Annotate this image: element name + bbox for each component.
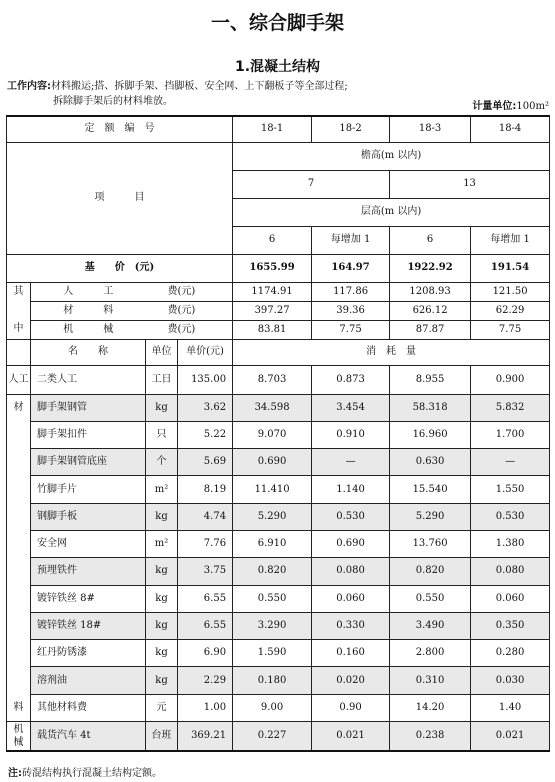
materials-price: 3.75 (178, 558, 233, 585)
materials-unit: 只 (146, 421, 178, 448)
materials-category (7, 585, 31, 612)
quota-code: 18-2 (312, 116, 390, 142)
quota-code: 18-3 (390, 116, 471, 142)
materials-value: 0.330 (312, 612, 390, 639)
quota-table (6, 115, 550, 752)
base-price-value: 1922.92 (390, 254, 471, 282)
materials-value: 0.180 (233, 667, 312, 694)
breakdown-unit: (元) (178, 282, 233, 301)
machinery-category (7, 722, 31, 751)
breakdown-side-label (7, 301, 31, 320)
breakdown-value: 121.50 (471, 282, 550, 301)
materials-value: 0.060 (471, 585, 550, 612)
materials-category (7, 558, 31, 585)
materials-value: 0.550 (390, 585, 471, 612)
materials-price: 6.55 (178, 612, 233, 639)
materials-unit: m² (146, 530, 178, 557)
materials-value: 3.454 (312, 394, 390, 421)
section-title: 一、综合脚手架 (210, 12, 344, 34)
machinery-category-top: 机 (13, 723, 24, 735)
materials-row (7, 530, 550, 557)
breakdown-value: 62.29 (471, 301, 550, 320)
breakdown-value: 7.75 (312, 320, 390, 339)
base-price-value: 191.54 (471, 254, 550, 282)
breakdown-value: 39.36 (312, 301, 390, 320)
measure-unit-value: 100m² (516, 101, 549, 112)
materials-value: 0.020 (312, 667, 390, 694)
materials-row (7, 421, 550, 448)
materials-category (7, 640, 31, 667)
materials-value: 58.318 (390, 394, 471, 421)
breakdown-unit: (元) (178, 320, 233, 339)
materials-value: 0.060 (312, 585, 390, 612)
base-price-label: 基 价 (元) (7, 254, 233, 282)
materials-value: 5.832 (471, 394, 550, 421)
subsection-title: 1.混凝土结构 (234, 59, 321, 75)
materials-category: 料 (7, 694, 31, 721)
materials-price: 6.55 (178, 585, 233, 612)
materials-value: 1.590 (233, 640, 312, 667)
quota-code: 18-4 (471, 116, 550, 142)
labor-value: 8.703 (233, 365, 312, 394)
materials-price: 2.29 (178, 667, 233, 694)
base-price-value: 1655.99 (233, 254, 312, 282)
floor-height-label: 层高(m 以内) (233, 198, 550, 226)
labor-name: 二类人工 (31, 365, 146, 394)
materials-row (7, 640, 550, 667)
materials-category (7, 667, 31, 694)
materials-value: 0.690 (233, 449, 312, 476)
breakdown-value: 117.86 (312, 282, 390, 301)
materials-value: 0.550 (233, 585, 312, 612)
materials-price: 5.69 (178, 449, 233, 476)
machinery-value: 0.021 (471, 722, 550, 751)
breakdown-value: 397.27 (233, 301, 312, 320)
materials-value: 13.760 (390, 530, 471, 557)
materials-value: 9.070 (233, 421, 312, 448)
breakdown-row (7, 301, 550, 320)
materials-unit: kg (146, 558, 178, 585)
labor-unit: 工日 (146, 365, 178, 394)
materials-unit: 元 (146, 694, 178, 721)
eave-height-value: 7 (233, 170, 390, 198)
breakdown-value: 87.87 (390, 320, 471, 339)
breakdown-name: 材 料 (31, 301, 146, 320)
materials-price: 1.00 (178, 694, 233, 721)
category-header (7, 339, 31, 365)
materials-row (7, 667, 550, 694)
materials-value: 11.410 (233, 476, 312, 503)
breakdown-name: 人 工 (31, 282, 146, 301)
materials-price: 7.76 (178, 530, 233, 557)
materials-value: 15.540 (390, 476, 471, 503)
work-content-line2: 拆除脚手架后的材料堆放。 (53, 96, 173, 107)
materials-unit: kg (146, 394, 178, 421)
materials-name: 预埋铁件 (31, 558, 146, 585)
consumption-header-label: 消 耗 量 (233, 339, 550, 365)
footnote (8, 764, 162, 779)
materials-row (7, 558, 550, 585)
materials-value: 6.910 (233, 530, 312, 557)
unit-header: 单位 (146, 339, 178, 365)
materials-unit: kg (146, 585, 178, 612)
materials-value: 0.820 (233, 558, 312, 585)
labor-row (7, 365, 550, 394)
materials-value: 0.530 (312, 503, 390, 530)
footnote-text: 砖混结构执行混凝土结构定额。 (22, 768, 162, 779)
materials-value: 2.800 (390, 640, 471, 667)
materials-name: 镀锌铁丝 8# (31, 585, 146, 612)
materials-value: 0.820 (390, 558, 471, 585)
materials-row (7, 612, 550, 639)
breakdown-row (7, 320, 550, 339)
machinery-category-bottom: 械 (13, 736, 24, 748)
machinery-value: 0.238 (390, 722, 471, 751)
price-header: 单价(元) (178, 339, 233, 365)
machinery-row (7, 722, 550, 751)
materials-name: 竹脚手片 (31, 476, 146, 503)
breakdown-name: 机 械 (31, 320, 146, 339)
materials-row (7, 585, 550, 612)
breakdown-value: 83.81 (233, 320, 312, 339)
materials-name: 钢脚手板 (31, 503, 146, 530)
materials-value: 1.40 (471, 694, 550, 721)
materials-value: 9.00 (233, 694, 312, 721)
labor-category (7, 365, 31, 394)
materials-category (7, 612, 31, 639)
floor-height-value: 每增加 1 (471, 226, 550, 254)
materials-unit: kg (146, 612, 178, 639)
labor-value: 8.955 (390, 365, 471, 394)
name-header: 名 称 (31, 339, 146, 365)
eave-height-value: 13 (390, 170, 550, 198)
breakdown-value: 1174.91 (233, 282, 312, 301)
materials-value: 0.530 (471, 503, 550, 530)
materials-value: 0.630 (390, 449, 471, 476)
breakdown-unit: (元) (178, 301, 233, 320)
labor-value: 0.900 (471, 365, 550, 394)
materials-value: 16.960 (390, 421, 471, 448)
consumption-header (7, 339, 550, 365)
labor-category-top: 人工 (8, 374, 29, 385)
base-price-value: 164.97 (312, 254, 390, 282)
materials-value: — (312, 449, 390, 476)
materials-category (7, 449, 31, 476)
breakdown-fee: 费 (146, 282, 178, 301)
labor-price: 135.00 (178, 365, 233, 394)
materials-value: 1.550 (471, 476, 550, 503)
materials-value: 3.290 (233, 612, 312, 639)
materials-unit: kg (146, 503, 178, 530)
materials-value: — (471, 449, 550, 476)
machinery-price: 369.21 (178, 722, 233, 751)
materials-value: 5.290 (390, 503, 471, 530)
materials-value: 14.20 (390, 694, 471, 721)
work-content-line1: 材料搬运;搭、拆脚手架、挡脚板、安全网、上下翻板子等全部过程; (51, 81, 348, 92)
floor-height-value: 每增加 1 (312, 226, 390, 254)
measure-unit (472, 97, 549, 112)
machinery-value: 0.021 (312, 722, 390, 751)
materials-value: 0.160 (312, 640, 390, 667)
materials-name: 红丹防锈漆 (31, 640, 146, 667)
materials-value: 0.030 (471, 667, 550, 694)
materials-unit: m² (146, 476, 178, 503)
footnote-label: 注: (8, 768, 22, 779)
materials-value: 0.690 (312, 530, 390, 557)
work-content-label: 工作内容: (7, 81, 51, 92)
materials-value: 1.700 (471, 421, 550, 448)
materials-category (7, 421, 31, 448)
breakdown-value: 626.12 (390, 301, 471, 320)
materials-name: 其他材料费 (31, 694, 146, 721)
item-label: 项 目 (7, 142, 233, 254)
machinery-unit: 台班 (146, 722, 178, 751)
materials-category: 材 (7, 394, 31, 421)
work-content (7, 79, 348, 109)
breakdown-value: 7.75 (471, 320, 550, 339)
materials-value: 1.380 (471, 530, 550, 557)
quota-number-label: 定 额 编 号 (7, 116, 233, 142)
materials-name: 脚手架扣件 (31, 421, 146, 448)
materials-unit: kg (146, 667, 178, 694)
materials-value: 1.140 (312, 476, 390, 503)
materials-name: 溶剂油 (31, 667, 146, 694)
machinery-value: 0.227 (233, 722, 312, 751)
breakdown-row (7, 282, 550, 301)
materials-name: 安全网 (31, 530, 146, 557)
materials-value: 0.90 (312, 694, 390, 721)
breakdown-side-label: 其 (7, 282, 31, 301)
eave-height-label: 檐高(m 以内) (233, 142, 550, 170)
materials-row (7, 394, 550, 421)
machinery-name: 载货汽车 4t (31, 722, 146, 751)
materials-price: 6.90 (178, 640, 233, 667)
breakdown-value: 1208.93 (390, 282, 471, 301)
floor-height-value: 6 (233, 226, 312, 254)
materials-unit: 个 (146, 449, 178, 476)
breakdown-fee: 费 (146, 301, 178, 320)
materials-row (7, 476, 550, 503)
materials-value: 34.598 (233, 394, 312, 421)
labor-value: 0.873 (312, 365, 390, 394)
materials-category (7, 503, 31, 530)
materials-row (7, 694, 550, 721)
materials-value: 0.350 (471, 612, 550, 639)
measure-unit-label: 计量单位: (472, 101, 517, 112)
materials-row (7, 449, 550, 476)
materials-unit: kg (146, 640, 178, 667)
materials-category (7, 476, 31, 503)
materials-price: 8.19 (178, 476, 233, 503)
materials-value: 0.310 (390, 667, 471, 694)
materials-price: 5.22 (178, 421, 233, 448)
materials-name: 镀锌铁丝 18# (31, 612, 146, 639)
breakdown-fee: 费 (146, 320, 178, 339)
materials-value: 0.910 (312, 421, 390, 448)
materials-value: 0.080 (312, 558, 390, 585)
materials-value: 0.280 (471, 640, 550, 667)
materials-row (7, 503, 550, 530)
materials-price: 4.74 (178, 503, 233, 530)
materials-value: 5.290 (233, 503, 312, 530)
materials-value: 0.080 (471, 558, 550, 585)
materials-category (7, 530, 31, 557)
materials-name: 脚手架钢管 (31, 394, 146, 421)
materials-value: 3.490 (390, 612, 471, 639)
materials-name: 脚手架钢管底座 (31, 449, 146, 476)
materials-price: 3.62 (178, 394, 233, 421)
quota-code: 18-1 (233, 116, 312, 142)
breakdown-side-label: 中 (7, 320, 31, 339)
floor-height-value: 6 (390, 226, 471, 254)
